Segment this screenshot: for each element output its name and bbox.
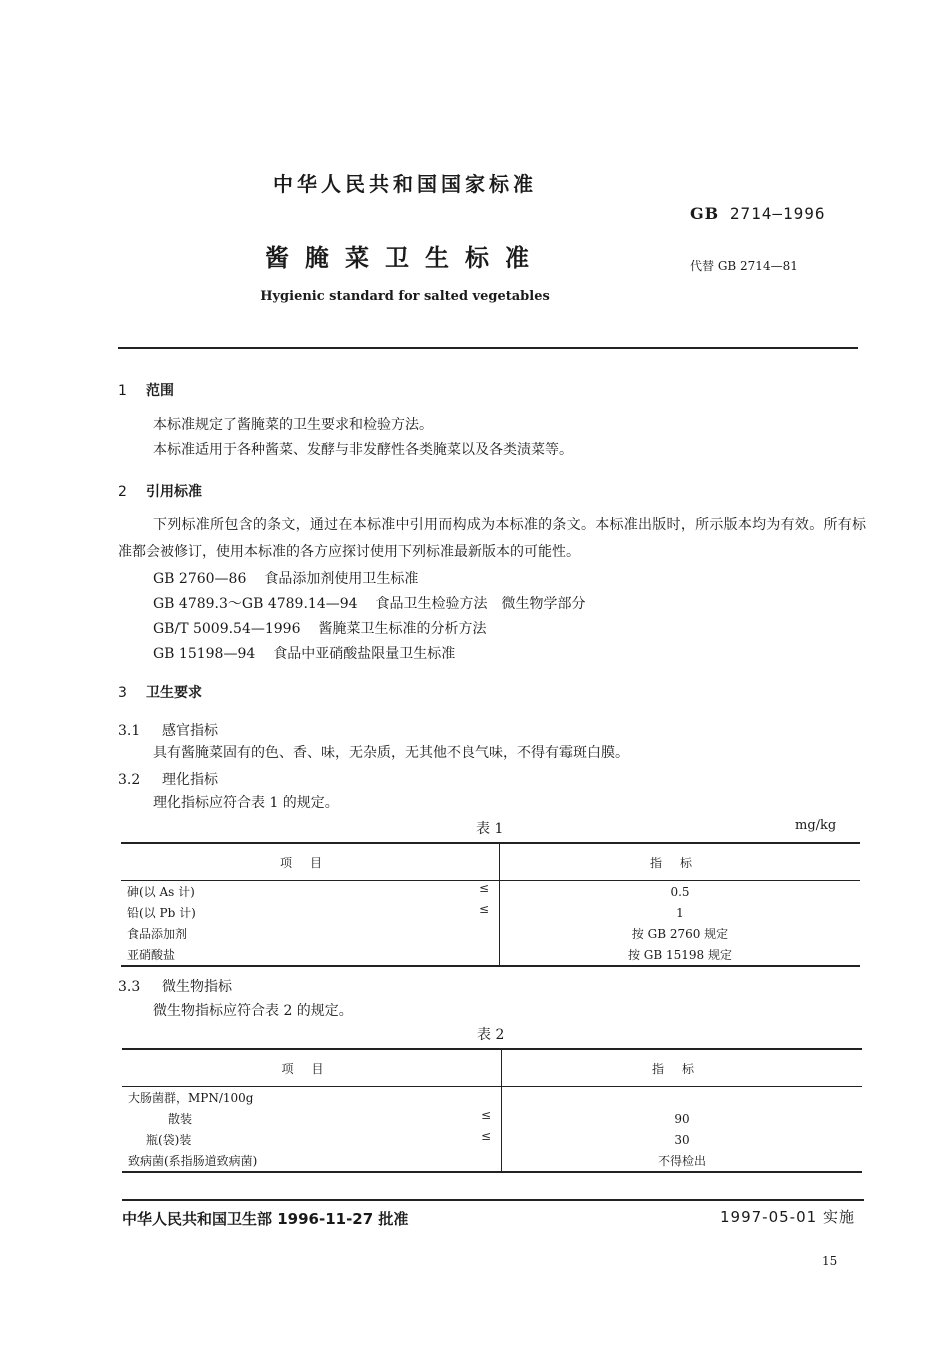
section-num: 3 bbox=[118, 685, 127, 701]
subsection-3-2-text: 理化指标应符合表 1 的规定。 bbox=[153, 795, 339, 811]
subsection-title: 微生物指标 bbox=[162, 979, 232, 995]
table-header-value: 指标 bbox=[500, 843, 861, 881]
table-row bbox=[122, 1129, 862, 1150]
ref-item bbox=[153, 643, 455, 663]
table-header-row bbox=[122, 1049, 862, 1087]
table-cell-item bbox=[121, 881, 500, 903]
table-cell-item bbox=[122, 1129, 502, 1150]
table-2 bbox=[122, 1048, 862, 1173]
replaces-note: 代替 GB 2714—81 bbox=[690, 259, 798, 273]
ref-item bbox=[153, 593, 586, 613]
ref-item bbox=[153, 568, 418, 588]
item-name: 砷(以 As 计) bbox=[127, 885, 195, 899]
table-row bbox=[121, 923, 860, 944]
table-cell-value bbox=[502, 1087, 863, 1109]
operator: ≤ bbox=[480, 1129, 491, 1143]
item-name: 致病菌(系指肠道致病菌) bbox=[128, 1154, 258, 1168]
gb-prefix: GB bbox=[690, 204, 720, 223]
table-row bbox=[121, 944, 860, 966]
section-1-para-1: 本标准规定了酱腌菜的卫生要求和检验方法。 bbox=[153, 417, 433, 433]
table-cell-item bbox=[121, 944, 500, 966]
item-name: 大肠菌群，MPN/100g bbox=[128, 1091, 254, 1105]
page-number: 15 bbox=[822, 1254, 838, 1268]
item-name: 食品添加剂 bbox=[127, 927, 188, 941]
table-header-row bbox=[121, 843, 860, 881]
effective-date: 1997-05-01 实施 bbox=[720, 1208, 855, 1226]
english-title: Hygienic standard for salted vegetables bbox=[260, 289, 550, 304]
section-title: 卫生要求 bbox=[146, 685, 202, 701]
standard-type: 中华人民共和国国家标准 bbox=[273, 172, 537, 196]
ref-name: 食品卫生检验方法 微生物学部分 bbox=[375, 596, 586, 612]
subsection-3-1-text: 具有酱腌菜固有的色、香、味，无杂质，无其他不良气味，不得有霉斑白膜。 bbox=[153, 745, 629, 761]
section-title: 范围 bbox=[146, 383, 174, 399]
subsection-num: 3.1 bbox=[118, 723, 141, 739]
gb-code bbox=[690, 204, 826, 223]
ref-code: GB/T 5009.54—1996 bbox=[153, 621, 301, 637]
table-header-item: 项目 bbox=[121, 843, 500, 881]
item-name: 散装 bbox=[168, 1112, 193, 1126]
ref-code: GB 4789.3～GB 4789.14—94 bbox=[153, 596, 358, 612]
table-cell-item bbox=[122, 1108, 502, 1129]
subsection-num: 3.2 bbox=[118, 772, 141, 788]
gb-number: 2714—1996 bbox=[729, 204, 826, 223]
table-cell-value: 按 GB 2760 规定 bbox=[631, 927, 729, 941]
subsection-3-3-heading bbox=[118, 976, 232, 996]
section-title: 引用标准 bbox=[146, 484, 202, 500]
table-row bbox=[122, 1087, 862, 1109]
ref-item bbox=[153, 618, 487, 638]
table-row bbox=[122, 1108, 862, 1129]
subsection-3-3-text: 微生物指标应符合表 2 的规定。 bbox=[153, 1003, 353, 1019]
doc-title: 酱腌菜卫生标准 bbox=[265, 244, 545, 272]
item-name: 亚硝酸盐 bbox=[127, 948, 176, 962]
ref-name: 食品中亚硝酸盐限量卫生标准 bbox=[273, 646, 456, 662]
table-1 bbox=[121, 842, 860, 967]
operator: ≤ bbox=[478, 881, 489, 895]
table-2-caption: 表 2 bbox=[477, 1027, 505, 1043]
approval-note: 中华人民共和国卫生部 1996-11-27 批准 bbox=[122, 1210, 409, 1228]
table-1-unit: mg/kg bbox=[795, 818, 837, 833]
operator: ≤ bbox=[480, 1108, 491, 1122]
section-3-heading bbox=[118, 682, 202, 702]
ref-name: 食品添加剂使用卫生标准 bbox=[264, 571, 419, 587]
table-cell-item bbox=[122, 1150, 502, 1172]
section-num: 1 bbox=[118, 383, 127, 399]
table-cell-value: 不得检出 bbox=[657, 1154, 706, 1168]
section-1-heading bbox=[118, 380, 174, 400]
table-cell-value: 90 bbox=[674, 1111, 690, 1126]
section-2-heading bbox=[118, 481, 202, 501]
table-row bbox=[122, 1150, 862, 1172]
table-1-caption: 表 1 bbox=[476, 821, 504, 837]
subsection-title: 感官指标 bbox=[162, 723, 218, 739]
ref-code: GB 15198—94 bbox=[153, 646, 256, 662]
table-cell-item bbox=[121, 902, 500, 923]
table-header-value: 指标 bbox=[502, 1049, 863, 1087]
footer-rule bbox=[122, 1199, 864, 1201]
ref-code: GB 2760—86 bbox=[153, 571, 247, 587]
table-header-item: 项目 bbox=[122, 1049, 502, 1087]
section-num: 2 bbox=[118, 484, 127, 500]
table-row bbox=[121, 881, 860, 903]
table-cell-value: 1 bbox=[676, 905, 684, 920]
subsection-3-1-heading bbox=[118, 720, 218, 740]
table-cell-item bbox=[122, 1087, 502, 1109]
subsection-num: 3.3 bbox=[118, 979, 141, 995]
header-rule bbox=[118, 347, 858, 349]
table-row bbox=[121, 902, 860, 923]
table-cell-item bbox=[121, 923, 500, 944]
subsection-3-2-heading bbox=[118, 769, 218, 789]
table-cell-value: 30 bbox=[674, 1132, 690, 1147]
operator: ≤ bbox=[478, 902, 489, 916]
item-name: 铅(以 Pb 计) bbox=[127, 906, 196, 920]
subsection-title: 理化指标 bbox=[162, 772, 218, 788]
table-cell-value: 按 GB 15198 规定 bbox=[627, 948, 733, 962]
item-name: 瓶(袋)装 bbox=[146, 1133, 192, 1147]
table-cell-value: 0.5 bbox=[670, 884, 690, 899]
section-1-para-2: 本标准适用于各种酱菜、发酵与非发酵性各类腌菜以及各类渍菜等。 bbox=[153, 442, 573, 458]
ref-name: 酱腌菜卫生标准的分析方法 bbox=[318, 621, 487, 637]
section-2-intro: 下列标准所包含的条文，通过在本标准中引用而构成为本标准的条文。本标准出版时，所示版本均为有效。所有标准都会被修订，使用本标准的各方应探讨使用下列标准最新版本的可能性。 bbox=[118, 517, 866, 560]
